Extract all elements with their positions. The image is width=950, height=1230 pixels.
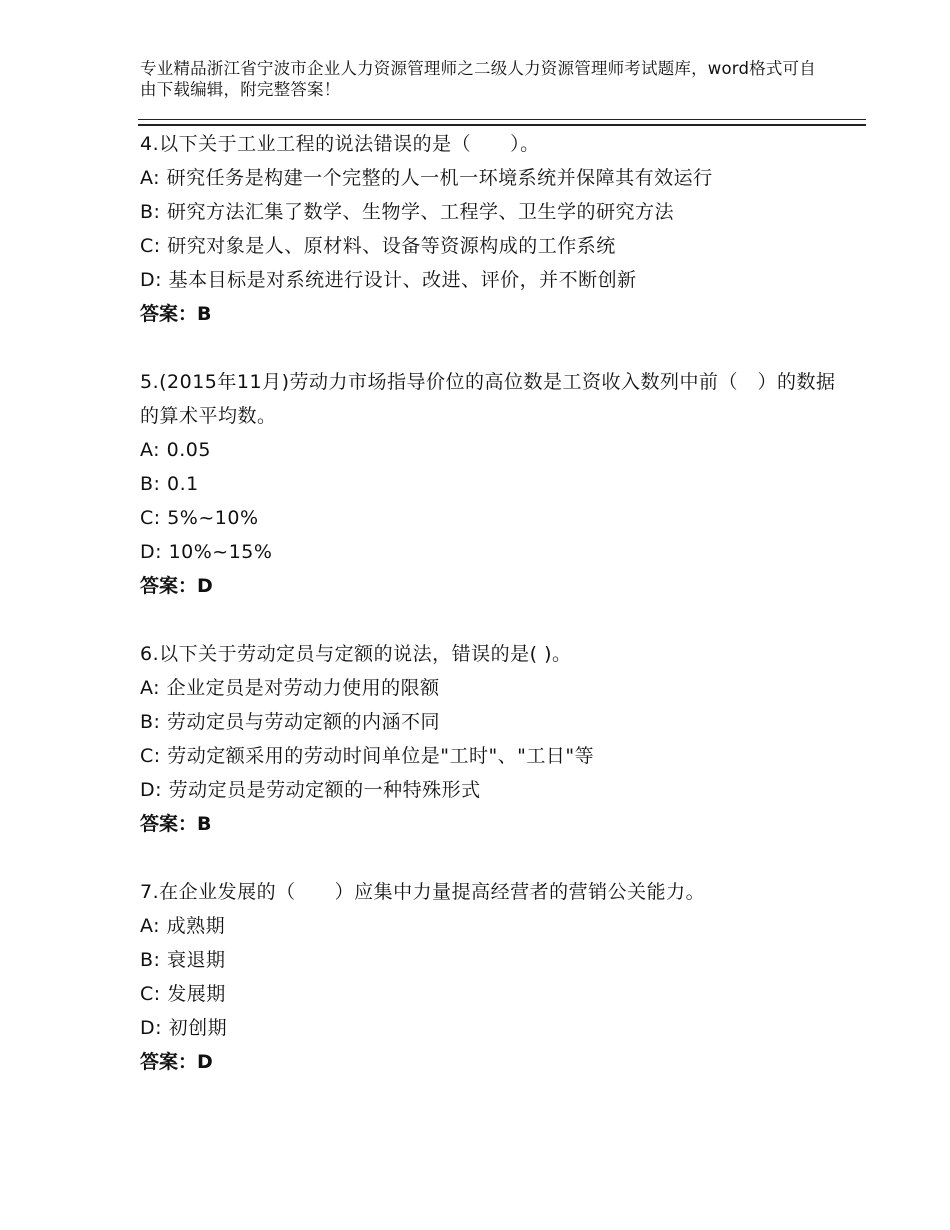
question-stem: 7.在企业发展的（ ）应集中力量提高经营者的营销公关能力。: [140, 881, 706, 903]
option-d: D: 基本目标是对系统进行设计、改进、评价，并不断创新: [140, 269, 637, 291]
option-b: B: 0.1: [140, 473, 199, 495]
option-c: C: 劳动定额采用的劳动时间单位是"工时"、"工日"等: [140, 745, 595, 767]
question-7: [140, 875, 840, 1079]
answer-label: 答案：D: [140, 575, 213, 597]
header-rule-thick: [138, 124, 866, 126]
option-c: C: 5%~10%: [140, 507, 259, 529]
question-stem: 4.以下关于工业工程的说法错误的是（ ）。: [140, 133, 540, 155]
option-d: D: 劳动定员是劳动定额的一种特殊形式: [140, 779, 481, 801]
answer-label: 答案：B: [140, 813, 212, 835]
option-d: D: 10%~15%: [140, 541, 273, 563]
option-c: C: 发展期: [140, 983, 226, 1005]
option-b: B: 研究方法汇集了数学、生物学、工程学、卫生学的研究方法: [140, 201, 674, 223]
option-b: B: 衰退期: [140, 949, 226, 971]
question-4: [140, 127, 840, 331]
option-d: D: 初创期: [140, 1017, 228, 1039]
option-c: C: 研究对象是人、原材料、设备等资源构成的工作系统: [140, 235, 616, 257]
question-stem: 5.(2015年11月)劳动力市场指导价位的高位数是工资收入数列中前（ ）的数据的算术平均数。: [140, 371, 836, 427]
option-a: A: 成熟期: [140, 915, 226, 937]
option-a: A: 研究任务是构建一个完整的人一机一环境系统并保障其有效运行: [140, 167, 713, 189]
answer-label: 答案：D: [140, 1051, 213, 1073]
option-a: A: 企业定员是对劳动力使用的限额: [140, 677, 440, 699]
option-b: B: 劳动定员与劳动定额的内涵不同: [140, 711, 440, 733]
answer-label: 答案：B: [140, 303, 212, 325]
question-stem: 6.以下关于劳动定员与定额的说法，错误的是( )。: [140, 643, 572, 665]
option-a: A: 0.05: [140, 439, 211, 461]
question-6: [140, 637, 840, 841]
question-5: [140, 365, 840, 603]
document-header: 专业精品浙江省宁波市企业人力资源管理师之二级人力资源管理师考试题库，word格式可自由下载编辑，附完整答案！: [140, 59, 816, 99]
header-rule-thin: [138, 119, 866, 120]
question-list: [140, 127, 840, 1079]
